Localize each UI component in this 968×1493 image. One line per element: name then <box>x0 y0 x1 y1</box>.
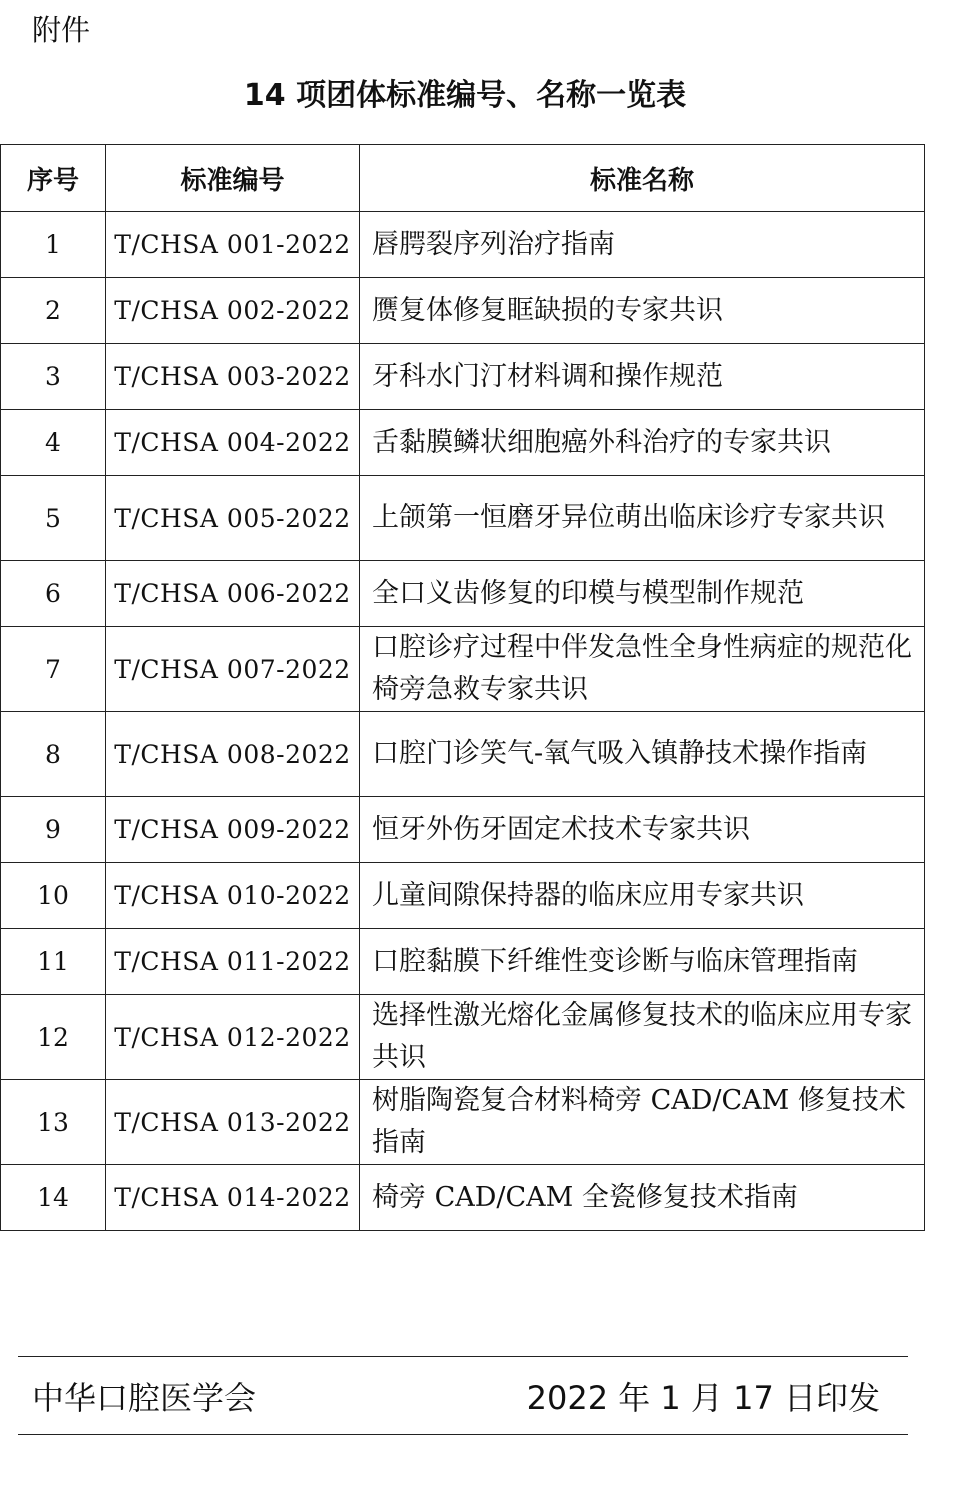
cell-name: 口腔门诊笑气-氧气吸入镇静技术操作指南 <box>360 712 925 797</box>
cell-code: T/CHSA 013-2022 <box>106 1080 360 1165</box>
table-row <box>1 212 925 278</box>
cell-name: 牙科水门汀材料调和操作规范 <box>360 344 925 410</box>
table-row <box>1 476 925 561</box>
column-header-name: 标准名称 <box>360 145 925 212</box>
cell-name: 全口义齿修复的印模与模型制作规范 <box>360 561 925 627</box>
cell-name: 上颌第一恒磨牙异位萌出临床诊疗专家共识 <box>360 476 925 561</box>
cell-code: T/CHSA 005-2022 <box>106 476 360 561</box>
cell-code: T/CHSA 011-2022 <box>106 929 360 995</box>
document-title: 14 项团体标准编号、名称一览表 <box>243 78 687 113</box>
cell-index: 11 <box>1 929 106 995</box>
cell-code: T/CHSA 014-2022 <box>106 1165 360 1231</box>
cell-index: 4 <box>1 410 106 476</box>
cell-index: 1 <box>1 212 106 278</box>
attachment-label: 附件 <box>32 13 91 47</box>
cell-index: 6 <box>1 561 106 627</box>
table-row <box>1 995 925 1080</box>
column-header-code: 标准编号 <box>106 145 360 212</box>
table-row <box>1 561 925 627</box>
cell-index: 3 <box>1 344 106 410</box>
cell-index: 9 <box>1 797 106 863</box>
cell-name: 选择性激光熔化金属修复技术的临床应用专家共识 <box>360 995 925 1080</box>
table-row <box>1 1080 925 1165</box>
issue-date: 2022 年 1 月 17 日印发 <box>526 1379 880 1417</box>
standards-table <box>0 144 925 1231</box>
cell-index: 12 <box>1 995 106 1080</box>
footer-bottom-rule <box>18 1434 908 1435</box>
cell-code: T/CHSA 008-2022 <box>106 712 360 797</box>
issuing-organization: 中华口腔医学会 <box>32 1379 257 1417</box>
cell-index: 8 <box>1 712 106 797</box>
cell-index: 7 <box>1 627 106 712</box>
cell-index: 14 <box>1 1165 106 1231</box>
cell-code: T/CHSA 007-2022 <box>106 627 360 712</box>
cell-name: 口腔诊疗过程中伴发急性全身性病症的规范化椅旁急救专家共识 <box>360 627 925 712</box>
table-row <box>1 797 925 863</box>
table-row <box>1 929 925 995</box>
cell-index: 5 <box>1 476 106 561</box>
column-header-index: 序号 <box>1 145 106 212</box>
cell-code: T/CHSA 004-2022 <box>106 410 360 476</box>
cell-code: T/CHSA 006-2022 <box>106 561 360 627</box>
cell-name: 舌黏膜鳞状细胞癌外科治疗的专家共识 <box>360 410 925 476</box>
table-row <box>1 627 925 712</box>
cell-name: 恒牙外伤牙固定术技术专家共识 <box>360 797 925 863</box>
table-body <box>1 212 925 1231</box>
table-header-row <box>1 145 925 212</box>
table-row <box>1 410 925 476</box>
cell-code: T/CHSA 002-2022 <box>106 278 360 344</box>
cell-index: 2 <box>1 278 106 344</box>
table-row <box>1 712 925 797</box>
cell-name: 口腔黏膜下纤维性变诊断与临床管理指南 <box>360 929 925 995</box>
cell-name: 儿童间隙保持器的临床应用专家共识 <box>360 863 925 929</box>
table-row <box>1 278 925 344</box>
cell-code: T/CHSA 009-2022 <box>106 797 360 863</box>
table-row <box>1 344 925 410</box>
footer-top-rule <box>18 1356 908 1357</box>
table-row <box>1 1165 925 1231</box>
table-row <box>1 863 925 929</box>
cell-name: 唇腭裂序列治疗指南 <box>360 212 925 278</box>
cell-index: 13 <box>1 1080 106 1165</box>
cell-code: T/CHSA 001-2022 <box>106 212 360 278</box>
cell-code: T/CHSA 003-2022 <box>106 344 360 410</box>
cell-code: T/CHSA 010-2022 <box>106 863 360 929</box>
cell-code: T/CHSA 012-2022 <box>106 995 360 1080</box>
cell-name: 赝复体修复眶缺损的专家共识 <box>360 278 925 344</box>
cell-index: 10 <box>1 863 106 929</box>
cell-name: 树脂陶瓷复合材料椅旁 CAD/CAM 修复技术指南 <box>360 1080 925 1165</box>
cell-name: 椅旁 CAD/CAM 全瓷修复技术指南 <box>360 1165 925 1231</box>
